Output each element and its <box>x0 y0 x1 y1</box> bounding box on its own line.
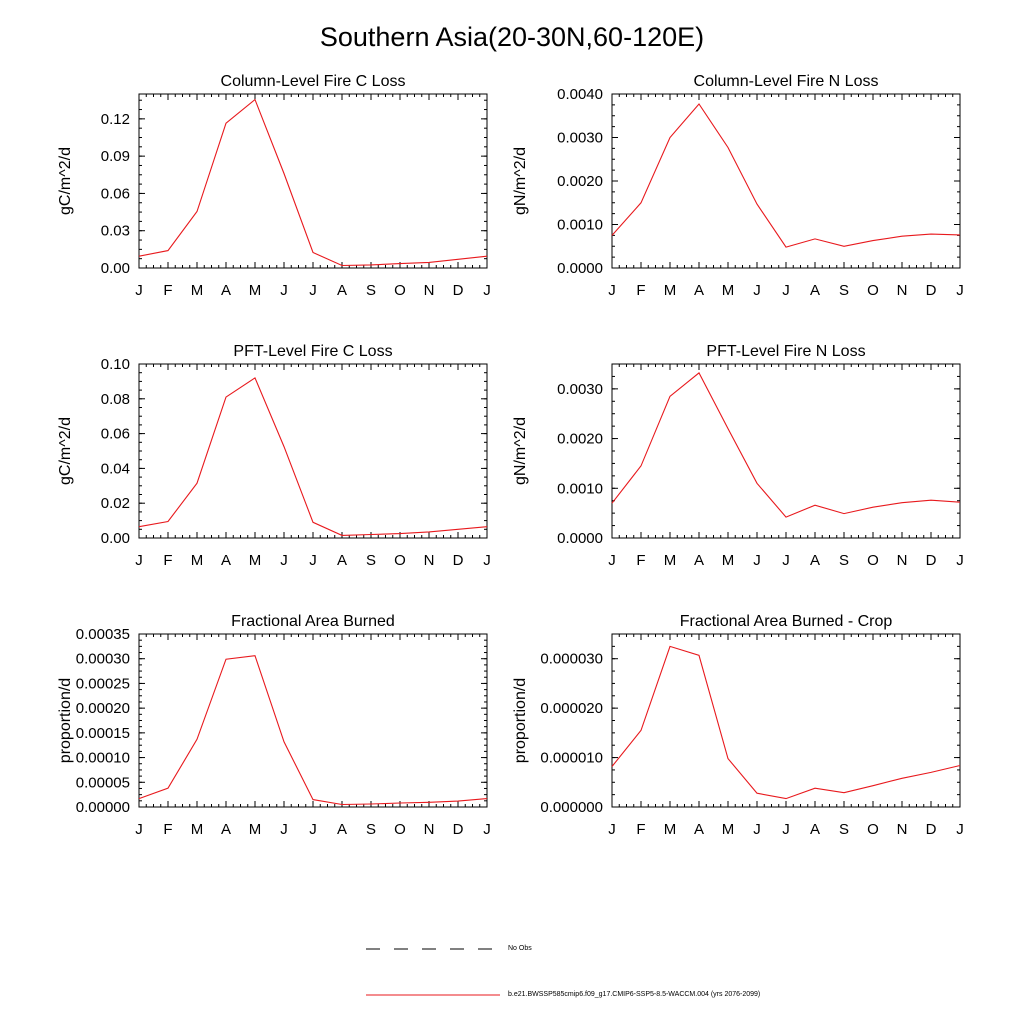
x-tick-label: A <box>220 821 232 838</box>
x-tick-label: N <box>423 552 435 569</box>
panel-title: Column-Level Fire N Loss <box>693 73 879 90</box>
panel-title: PFT-Level Fire C Loss <box>233 343 393 360</box>
x-tick-label: S <box>838 821 850 838</box>
x-tick-label: J <box>956 821 964 838</box>
legend-label-model-run: b.e21.BWSSP585cmip6.f09_g17.CMIP6-SSP5-8.5-WACCM.004 (yrs 2076-2099) <box>508 991 761 998</box>
y-axis-label: gN/m^2/d <box>512 417 529 485</box>
y-tick-label: 0.12 <box>100 110 130 128</box>
panel-2 <box>512 73 964 299</box>
y-tick-label: 0.00000 <box>75 799 130 816</box>
x-tick-label: N <box>896 821 908 838</box>
x-tick-label: M <box>721 552 735 569</box>
x-tick-label: O <box>394 552 406 569</box>
series-line <box>139 100 487 266</box>
x-tick-label: A <box>220 552 232 569</box>
panel-title: PFT-Level Fire N Loss <box>706 343 866 360</box>
x-tick-label: N <box>896 552 908 569</box>
panel-5 <box>57 613 491 838</box>
y-tick-label: 0.0040 <box>557 86 603 103</box>
x-tick-label: N <box>423 821 435 838</box>
x-tick-label: D <box>925 282 937 299</box>
x-tick-label: J <box>483 552 491 569</box>
x-tick-label: J <box>309 552 317 569</box>
x-tick-label: J <box>309 282 317 299</box>
x-tick-label: D <box>452 552 464 569</box>
panel-title: Fractional Area Burned <box>231 613 395 630</box>
y-tick-label: 0.00 <box>100 530 130 547</box>
x-tick-label: N <box>423 282 435 299</box>
y-tick-label: 0.000010 <box>540 749 603 767</box>
y-tick-label: 0.00035 <box>75 626 130 643</box>
series-line <box>139 378 487 536</box>
x-tick-label: D <box>452 821 464 838</box>
x-tick-label: M <box>663 821 677 838</box>
x-tick-label: A <box>336 821 348 838</box>
plot-frame <box>612 94 960 268</box>
y-tick-label: 0.04 <box>100 460 130 478</box>
x-tick-label: F <box>163 821 173 838</box>
x-tick-label: A <box>693 282 705 299</box>
x-tick-label: M <box>248 282 262 299</box>
x-tick-label: A <box>220 282 232 299</box>
y-tick-label: 0.00020 <box>75 700 130 718</box>
x-tick-label: M <box>248 821 262 838</box>
y-tick-label: 0.00005 <box>75 774 130 792</box>
plot-frame <box>139 364 487 538</box>
y-tick-label: 0.0020 <box>557 430 603 448</box>
x-tick-label: S <box>365 282 377 299</box>
x-tick-label: A <box>809 821 821 838</box>
panel-6 <box>512 613 964 838</box>
x-tick-label: J <box>608 821 616 838</box>
panel-1 <box>57 73 491 299</box>
y-tick-label: 0.0030 <box>557 129 603 147</box>
y-tick-label: 0.06 <box>100 185 130 203</box>
x-tick-label: M <box>721 282 735 299</box>
x-tick-label: O <box>394 821 406 838</box>
y-tick-label: 0.09 <box>100 148 130 166</box>
x-tick-label: J <box>782 552 790 569</box>
x-tick-label: J <box>956 552 964 569</box>
legend-label-no-obs: No Obs <box>508 945 532 952</box>
y-tick-label: 0.0000 <box>557 260 603 277</box>
x-tick-label: A <box>336 552 348 569</box>
x-tick-label: S <box>838 552 850 569</box>
y-axis-label: gN/m^2/d <box>512 147 529 215</box>
series-line <box>612 646 960 798</box>
panel-4 <box>512 343 964 569</box>
x-tick-label: J <box>309 821 317 838</box>
x-tick-label: A <box>809 552 821 569</box>
x-tick-label: J <box>135 282 143 299</box>
y-tick-label: 0.00030 <box>75 650 130 668</box>
x-tick-label: O <box>867 821 879 838</box>
x-tick-label: D <box>452 282 464 299</box>
x-tick-label: S <box>365 552 377 569</box>
series-line <box>139 656 487 805</box>
legend <box>366 949 500 995</box>
y-tick-label: 0.0030 <box>557 380 603 398</box>
x-tick-label: M <box>663 552 677 569</box>
x-tick-label: J <box>753 282 761 299</box>
panel-title: Column-Level Fire C Loss <box>220 73 406 90</box>
y-tick-label: 0.000020 <box>540 700 603 718</box>
x-tick-label: J <box>483 821 491 838</box>
x-tick-label: J <box>608 282 616 299</box>
x-tick-label: F <box>163 282 173 299</box>
y-tick-label: 0.08 <box>100 390 130 408</box>
x-tick-label: O <box>867 282 879 299</box>
y-tick-label: 0.0010 <box>557 480 603 498</box>
series-line <box>612 104 960 247</box>
y-axis-label: proportion/d <box>512 677 529 764</box>
plot-frame <box>612 364 960 538</box>
x-tick-label: M <box>190 821 204 838</box>
x-tick-label: F <box>636 282 646 299</box>
x-tick-label: J <box>280 552 288 569</box>
x-tick-label: J <box>135 552 143 569</box>
x-tick-label: D <box>925 552 937 569</box>
x-tick-label: J <box>280 282 288 299</box>
x-tick-label: M <box>190 552 204 569</box>
y-tick-label: 0.00015 <box>75 724 130 742</box>
x-tick-label: F <box>163 552 173 569</box>
y-axis-label: proportion/d <box>57 677 74 764</box>
plot-frame <box>612 634 960 807</box>
x-tick-label: A <box>809 282 821 299</box>
x-tick-label: A <box>693 821 705 838</box>
x-tick-label: J <box>280 821 288 838</box>
x-tick-label: M <box>190 282 204 299</box>
x-tick-label: M <box>663 282 677 299</box>
plot-frame <box>139 634 487 807</box>
x-tick-label: J <box>135 821 143 838</box>
x-tick-label: J <box>608 552 616 569</box>
y-tick-label: 0.06 <box>100 425 130 443</box>
x-tick-label: O <box>867 552 879 569</box>
y-tick-label: 0.03 <box>100 222 130 240</box>
y-tick-label: 0.0010 <box>557 216 603 234</box>
x-tick-label: N <box>896 282 908 299</box>
x-tick-label: S <box>838 282 850 299</box>
x-tick-label: J <box>782 282 790 299</box>
y-tick-label: 0.0000 <box>557 530 603 547</box>
y-tick-label: 0.10 <box>100 356 130 373</box>
y-axis-label: gC/m^2/d <box>57 147 74 215</box>
x-tick-label: M <box>721 821 735 838</box>
x-tick-label: A <box>693 552 705 569</box>
x-tick-label: J <box>956 282 964 299</box>
y-tick-label: 0.00010 <box>75 749 130 767</box>
y-tick-label: 0.000030 <box>540 650 603 668</box>
y-tick-label: 0.0020 <box>557 173 603 190</box>
x-tick-label: D <box>925 821 937 838</box>
panel-3 <box>57 343 491 569</box>
plot-frame <box>139 94 487 268</box>
series-line <box>612 373 960 517</box>
x-tick-label: J <box>753 552 761 569</box>
x-tick-label: F <box>636 552 646 569</box>
x-tick-label: M <box>248 552 262 569</box>
panel-title: Fractional Area Burned - Crop <box>679 613 893 630</box>
y-tick-label: 0.00025 <box>75 675 130 693</box>
x-tick-label: O <box>394 282 406 299</box>
y-tick-label: 0.02 <box>100 495 130 513</box>
y-tick-label: 0.00 <box>100 260 130 277</box>
x-tick-label: F <box>636 821 646 838</box>
x-tick-label: J <box>483 282 491 299</box>
y-axis-label: gC/m^2/d <box>57 417 74 485</box>
x-tick-label: S <box>365 821 377 838</box>
x-tick-label: A <box>336 282 348 299</box>
x-tick-label: J <box>782 821 790 838</box>
figure-title: Southern Asia(20-30N,60-120E) <box>319 22 705 52</box>
x-tick-label: J <box>753 821 761 838</box>
y-tick-label: 0.000000 <box>540 799 603 816</box>
